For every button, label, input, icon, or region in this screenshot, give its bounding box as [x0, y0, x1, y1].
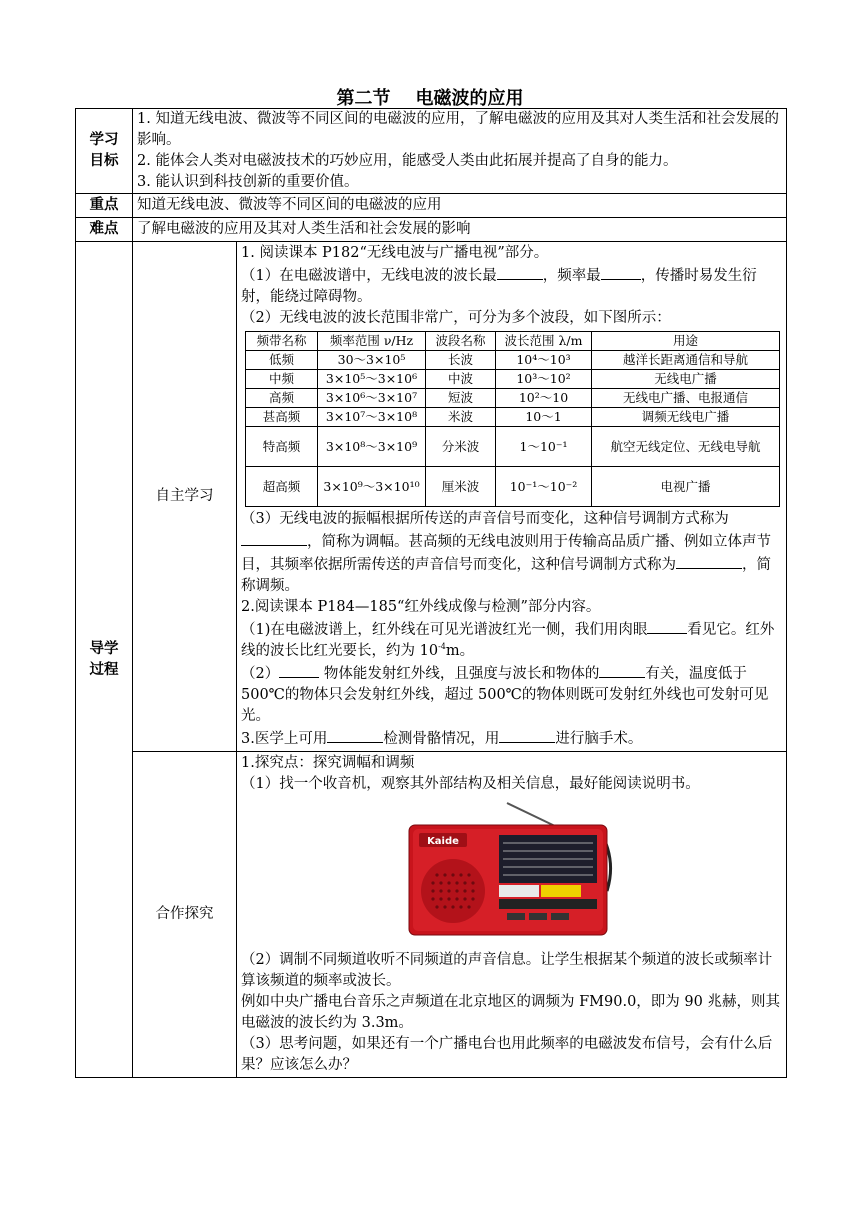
answer-blank[interactable] — [599, 662, 645, 678]
coop-step-1: （1）找一个收音机，观察其外部结构及相关信息，最好能阅读说明书。 — [241, 776, 700, 792]
difficult-row — [76, 218, 787, 242]
key-row — [76, 194, 787, 218]
self-item-3: 3.医学上可用 检测骨骼情况，用 进行脑手术。 — [241, 727, 782, 750]
goals-label: 学习 目标 — [76, 109, 133, 194]
difficult-content: 了解电磁波的应用及其对人类生活和社会发展的影响 — [133, 218, 787, 242]
table-row: 低频 30～3×10⁵ 长波 10⁴～10³ 越洋长距离通信和导航 — [246, 351, 780, 370]
coop-example: 例如中央广播电台音乐之声频道在北京地区的调频为 FM90.0，即为 90 兆赫，则其电磁波的波长约为 3.3m。 — [241, 994, 780, 1031]
goals-row — [76, 109, 787, 194]
radio-brand: Kaide — [426, 836, 459, 847]
coop-step-2: （2）调制不同频道收听不同频道的声音信息。让学生根据某个频道的波长或频率计算该频道的频率或波长。 — [241, 952, 773, 989]
goal-item: 2. 能体会人类对电磁波技术的巧妙应用，能感受人类由此拓展并提高了自身的能力。 — [137, 153, 678, 169]
self-q2: （2）无线电波的波长范围非常广，可分为多个波段，如下图所示： — [241, 310, 671, 326]
band-table-header: 频带名称 频率范围 ν/Hz 波段名称 波长范围 λ/m 用途 — [246, 332, 780, 351]
goal-item: 3. 能认识到科技创新的重要价值。 — [137, 174, 359, 190]
self-ir-1: （1)在电磁波谱上，红外线在可见光谱波红光一侧，我们用肉眼 看见它。红外线的波长比红光要长，约为 $10^{-4}m$。 — [241, 618, 782, 662]
table-row: 中频 3×10⁵～3×10⁶ 中波 10³～10² 无线电广播 — [246, 370, 780, 389]
band-table — [245, 331, 780, 507]
answer-blank[interactable] — [327, 727, 383, 743]
self-study-label: 自主学习 — [133, 242, 237, 752]
self-ir-2: （2） 物体能发射红外线，且强度与波长和物体的 有关，温度低于 500℃的物体只会发射红外线，超过 500℃的物体则既可发射红外线也可发射可见光。 — [241, 662, 782, 727]
answer-blank[interactable] — [499, 727, 555, 743]
radio-icon — [407, 799, 617, 941]
coop-content — [237, 752, 787, 1078]
self-q3: （3）无线电波的振幅根据所传送的声音信号而变化，这种信号调制方式称为，简称为调幅。甚高频的无线电波则用于传输高品质广播、例如立体声节目，其频率依据所需传送的声音信号而变化，这种信号调制方式称为 ，简称调频。 — [241, 511, 771, 594]
page-title — [0, 84, 860, 110]
section-number: 第二节 — [336, 88, 391, 109]
lesson-table — [75, 108, 787, 1078]
answer-blank[interactable] — [497, 264, 543, 280]
key-label: 重点 — [76, 194, 133, 218]
key-content: 知道无线电波、微波等不同区间的电磁波的应用 — [133, 194, 787, 218]
radio-photo — [241, 795, 782, 950]
coop-row — [76, 752, 787, 1078]
answer-blank[interactable] — [601, 264, 641, 280]
self-study-content — [237, 242, 787, 752]
difficult-label: 难点 — [76, 218, 133, 242]
answer-blank[interactable] — [241, 530, 307, 546]
answer-blank[interactable] — [647, 618, 687, 634]
table-row: 超高频 3×10⁹～3×10¹⁰ 厘米波 10⁻¹～10⁻² 电视广播 — [246, 467, 780, 507]
self-study-row — [76, 242, 787, 752]
process-label: 导学 过程 — [76, 242, 133, 1078]
answer-blank[interactable] — [676, 553, 742, 569]
self-item-1: 1. 阅读课本 P182“无线电波与广播电视”部分。 — [241, 245, 549, 261]
coop-item-1: 1.探究点：探究调幅和调频 — [241, 755, 415, 771]
goal-item: 1. 知道无线电波、微波等不同区间的电磁波的应用，了解电磁波的应用及其对人类生活和社会发展的影响。 — [137, 111, 779, 148]
goals-content — [133, 109, 787, 194]
table-row: 高频 3×10⁶～3×10⁷ 短波 10²～10 无线电广播、电报通信 — [246, 389, 780, 408]
coop-step-3: （3）思考问题，如果还有一个广播电台也用此频率的电磁波发布信号，会有什么后果？应该怎么办？ — [241, 1036, 773, 1073]
section-topic: 电磁波的应用 — [415, 88, 524, 109]
self-item-2: 2.阅读课本 P184—185“红外线成像与检测”部分内容。 — [241, 599, 601, 615]
answer-blank[interactable] — [279, 662, 319, 678]
coop-label: 合作探究 — [133, 752, 237, 1078]
table-row: 特高频 3×10⁸～3×10⁹ 分米波 1～10⁻¹ 航空无线定位、无线电导航 — [246, 427, 780, 467]
table-row: 甚高频 3×10⁷～3×10⁸ 米波 10～1 调频无线电广播 — [246, 408, 780, 427]
self-q1: （1）在电磁波谱中，无线电波的波长最 ，频率最 ，传播时易发生衍射，能绕过障碍物。 — [241, 264, 782, 308]
